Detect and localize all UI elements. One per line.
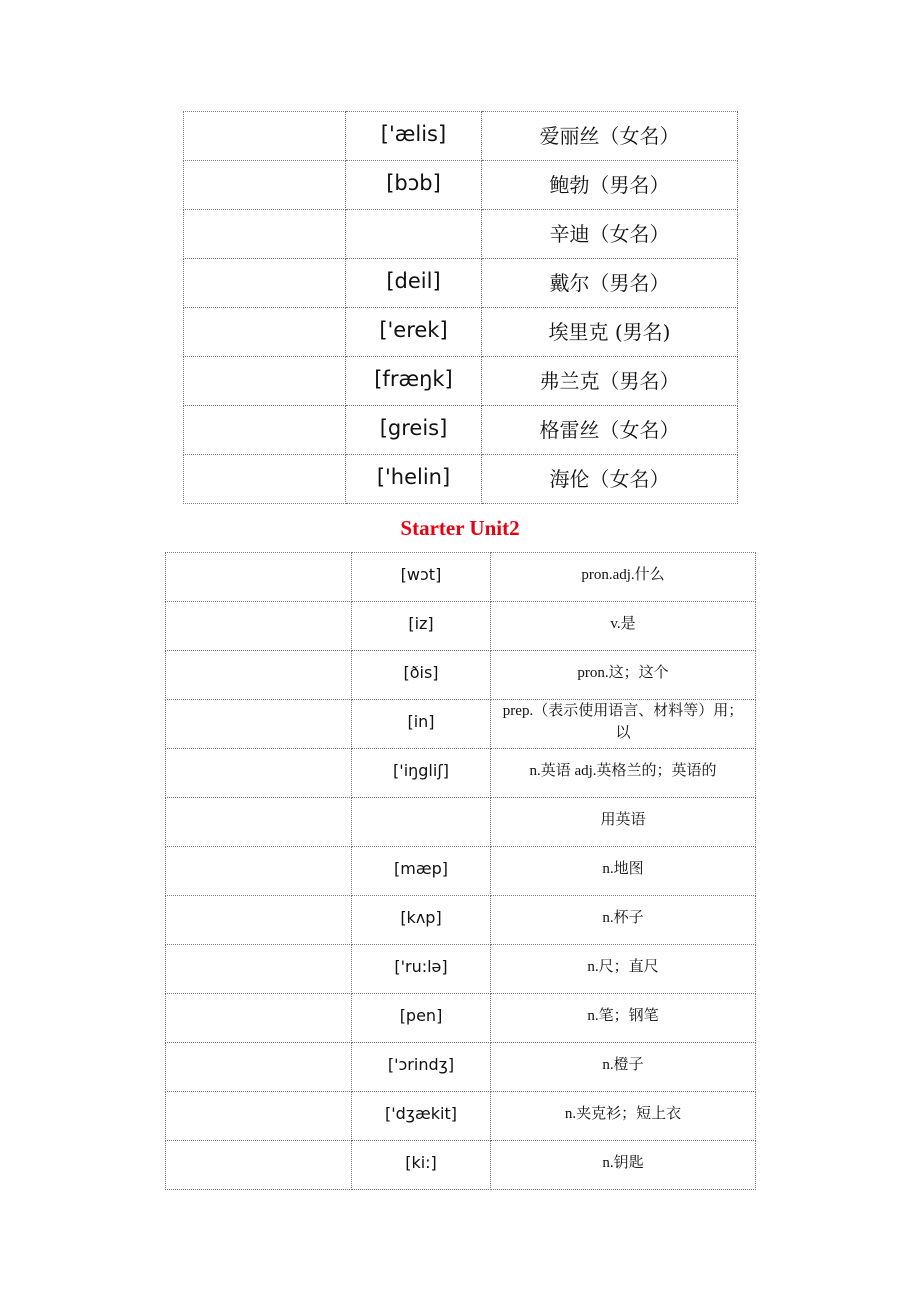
table-row: [166, 1141, 756, 1190]
table-row: [166, 1043, 756, 1092]
phonetic-cell: [kʌp]: [352, 896, 491, 945]
phonetic-cell: [bɔb]: [346, 161, 482, 210]
meaning-cell: 鲍勃（男名）: [482, 161, 738, 210]
meaning-cell: n.钥匙: [491, 1141, 756, 1190]
word-cell: [184, 357, 346, 406]
meaning-cell: n.橙子: [491, 1043, 756, 1092]
meaning-cell: n.地图: [491, 847, 756, 896]
word-cell: [166, 847, 352, 896]
word-cell: [166, 798, 352, 847]
meaning-cell: n.夹克衫；短上衣: [491, 1092, 756, 1141]
word-cell: [166, 1141, 352, 1190]
phonetic-cell: [ðis]: [352, 651, 491, 700]
phonetic-cell: ['ɔrindʒ]: [352, 1043, 491, 1092]
word-cell: [166, 651, 352, 700]
vocab-table-names-body: [184, 112, 738, 504]
word-cell: [166, 994, 352, 1043]
meaning-cell: prep.（表示使用语言、材料等）用；以: [491, 700, 756, 749]
table-row: [166, 602, 756, 651]
table-row: [166, 896, 756, 945]
word-cell: [166, 553, 352, 602]
meaning-cell: 弗兰克（男名）: [482, 357, 738, 406]
meaning-cell: n.英语 adj.英格兰的；英语的: [491, 749, 756, 798]
word-cell: [184, 112, 346, 161]
table-row: [166, 553, 756, 602]
phonetic-cell: [346, 210, 482, 259]
word-cell: [184, 161, 346, 210]
word-cell: [166, 602, 352, 651]
table-row: [166, 700, 756, 749]
phonetic-cell: [greis]: [346, 406, 482, 455]
meaning-cell: 海伦（女名）: [482, 455, 738, 504]
word-cell: [166, 945, 352, 994]
meaning-cell: n.尺；直尺: [491, 945, 756, 994]
meaning-cell: 格雷丝（女名）: [482, 406, 738, 455]
phonetic-cell: [ki:]: [352, 1141, 491, 1190]
table-row: [166, 1092, 756, 1141]
meaning-cell: pron.adj.什么: [491, 553, 756, 602]
table-row: [166, 994, 756, 1043]
table-row: [184, 357, 738, 406]
phonetic-cell: [fræŋk]: [346, 357, 482, 406]
vocab-table-names: [183, 111, 738, 504]
table-row: [166, 847, 756, 896]
word-cell: [166, 1043, 352, 1092]
meaning-cell: 辛迪（女名）: [482, 210, 738, 259]
table-row: [184, 210, 738, 259]
word-cell: [166, 896, 352, 945]
meaning-cell: 埃里克 (男名): [482, 308, 738, 357]
vocab-table-starter-unit2: [165, 552, 756, 1190]
phonetic-cell: ['ælis]: [346, 112, 482, 161]
phonetic-cell: ['helin]: [346, 455, 482, 504]
vocab-table-starter-unit2-body: [166, 553, 756, 1190]
word-cell: [166, 749, 352, 798]
phonetic-cell: [wɔt]: [352, 553, 491, 602]
table-row: [166, 749, 756, 798]
table-row: [184, 455, 738, 504]
word-cell: [166, 1092, 352, 1141]
phonetic-cell: ['ru:lə]: [352, 945, 491, 994]
meaning-cell: 用英语: [491, 798, 756, 847]
table-row: [184, 406, 738, 455]
word-cell: [184, 308, 346, 357]
meaning-cell: pron.这；这个: [491, 651, 756, 700]
section-title: Starter Unit2: [400, 516, 520, 540]
word-cell: [184, 259, 346, 308]
phonetic-cell: [iz]: [352, 602, 491, 651]
word-cell: [184, 406, 346, 455]
word-cell: [184, 455, 346, 504]
table-row: [166, 651, 756, 700]
table-row: [184, 112, 738, 161]
phonetic-cell: ['iŋgliʃ]: [352, 749, 491, 798]
phonetic-cell: [352, 798, 491, 847]
phonetic-cell: ['dʒækit]: [352, 1092, 491, 1141]
table-row: [166, 945, 756, 994]
word-cell: [184, 210, 346, 259]
meaning-cell: n.笔；钢笔: [491, 994, 756, 1043]
word-cell: [166, 700, 352, 749]
meaning-cell: 戴尔（男名）: [482, 259, 738, 308]
meaning-cell: 爱丽丝（女名）: [482, 112, 738, 161]
table-row: [166, 798, 756, 847]
table-row: [184, 161, 738, 210]
meaning-cell: n.杯子: [491, 896, 756, 945]
phonetic-cell: [in]: [352, 700, 491, 749]
phonetic-cell: [mæp]: [352, 847, 491, 896]
phonetic-cell: [deil]: [346, 259, 482, 308]
table-row: [184, 259, 738, 308]
meaning-cell: v.是: [491, 602, 756, 651]
phonetic-cell: [pen]: [352, 994, 491, 1043]
phonetic-cell: ['erek]: [346, 308, 482, 357]
table-row: [184, 308, 738, 357]
